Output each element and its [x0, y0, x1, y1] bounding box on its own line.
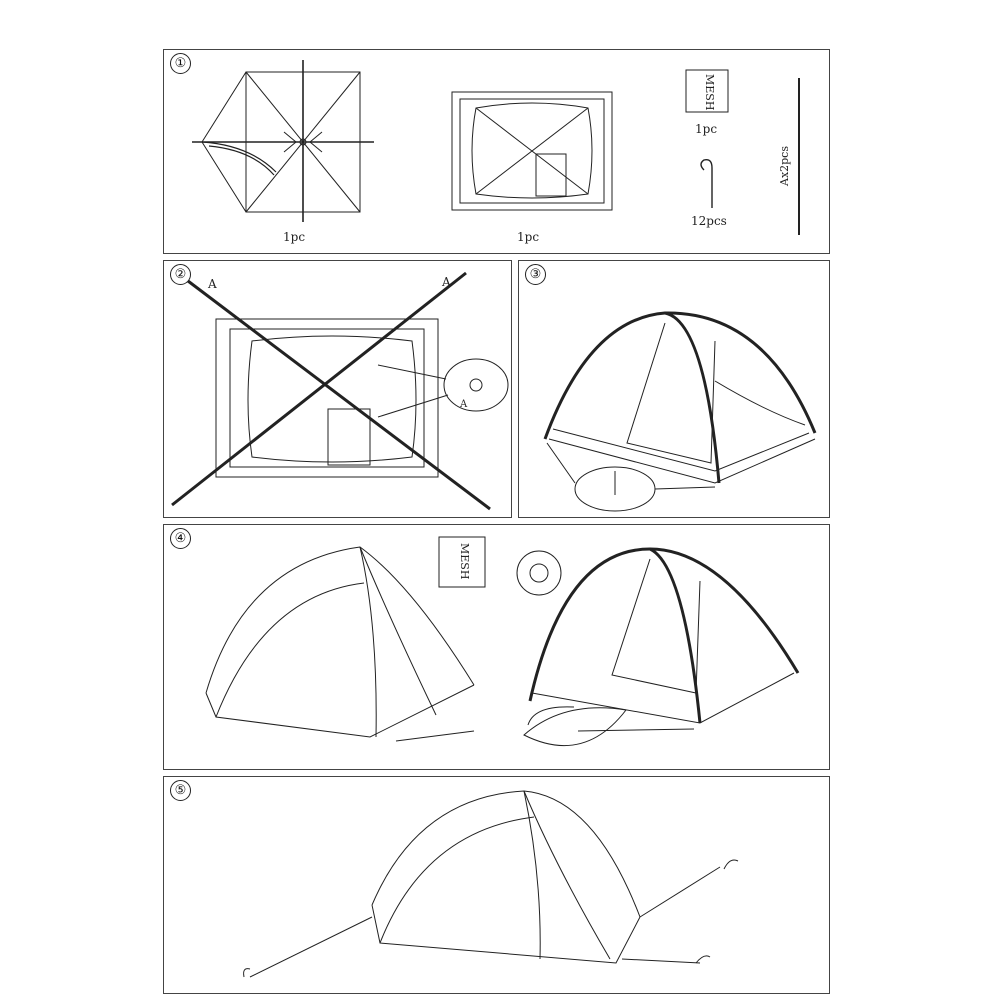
step-number: ② — [170, 264, 191, 285]
inner-tent-quantity: 1pc — [283, 230, 306, 244]
step-number: ③ — [525, 264, 546, 285]
poles-crossing-illustration — [164, 261, 513, 519]
inner-tent-raised-illustration — [519, 261, 831, 519]
mesh-label: MESH — [703, 74, 716, 111]
detail-a-label: A — [460, 399, 468, 410]
finished-tent-illustration — [164, 777, 831, 995]
flysheet-quantity: 1pc — [517, 230, 540, 244]
mesh-label: MESH — [458, 543, 471, 580]
inner-tent-top-view — [452, 92, 612, 210]
step-3-panel — [518, 260, 830, 518]
pole-a-label-left: A — [208, 277, 217, 291]
poles-quantity: Ax2pcs — [778, 146, 791, 186]
flysheet-attach-illustration — [164, 525, 831, 771]
step-number: ⑤ — [170, 780, 191, 801]
step-number: ① — [170, 53, 191, 74]
step-4-panel — [163, 524, 830, 770]
mesh-quantity: 1pc — [695, 122, 718, 136]
step-1-panel — [163, 49, 830, 254]
parts-illustration — [164, 50, 831, 255]
step-number: ④ — [170, 528, 191, 549]
step-5-panel — [163, 776, 830, 994]
pegs-quantity: 12pcs — [691, 214, 727, 228]
pole-a-label-right: A — [442, 275, 451, 289]
flysheet-top-view — [192, 60, 374, 222]
peg-icon — [701, 160, 712, 208]
step-2-panel — [163, 260, 512, 518]
